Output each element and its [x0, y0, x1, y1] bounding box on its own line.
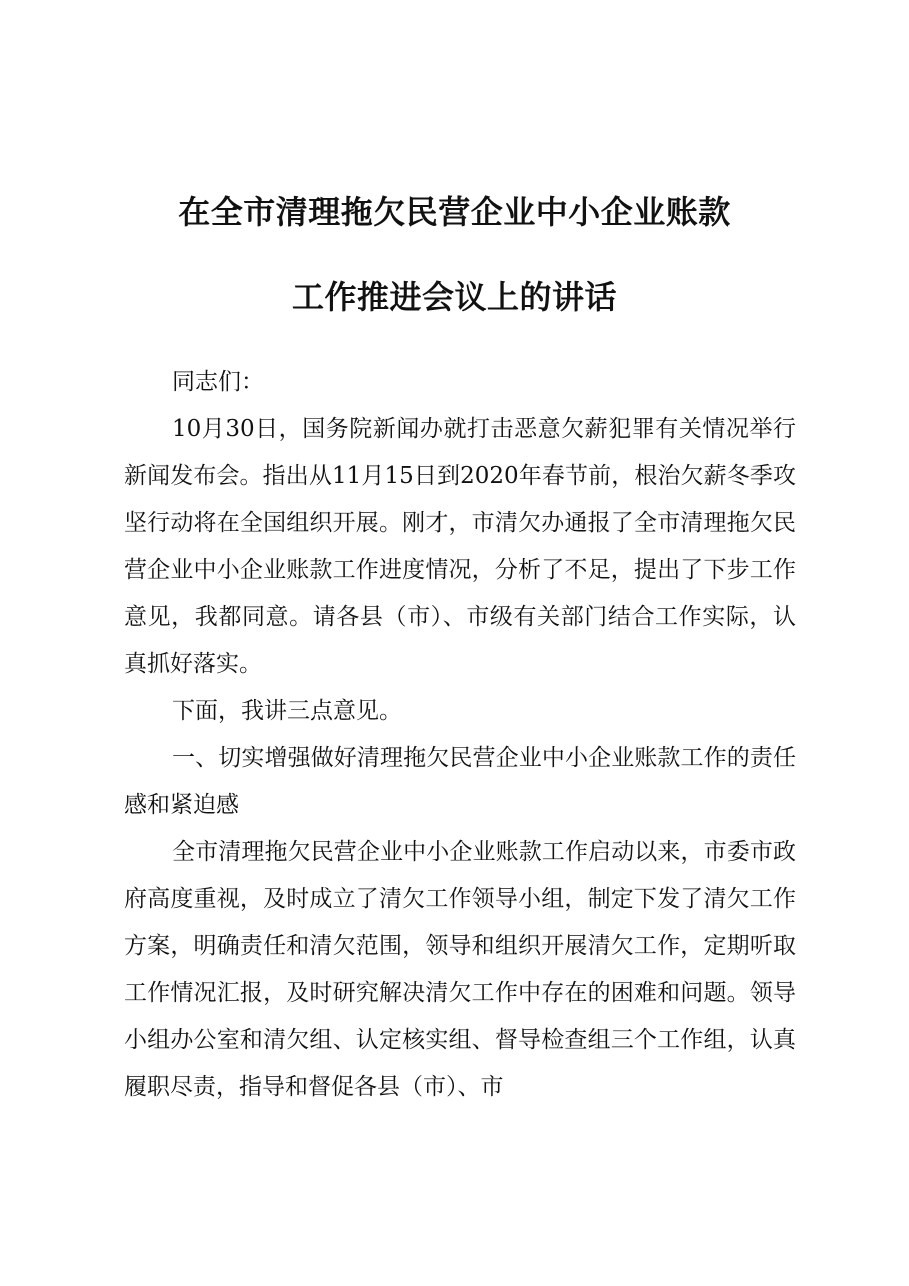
salutation: 同志们：	[172, 369, 264, 395]
document-body	[124, 359, 796, 1111]
document-title-line-1: 在全市清理拖欠民营企业中小企业账款	[178, 193, 731, 231]
paragraph-intro: 10月30日，国务院新闻办就打击恶意欠薪犯罪有关情况举行新闻发布会。指出从11月15日到2020年春节前，根治欠薪冬季攻坚行动将在全国组织开展。刚才，市清欠办通报了全市清理拖欠民营企业中小企业账款工作进度情况，分析了不足，提出了下步工作意见，我都同意。请各县（市）、市级有关部门结合工作实际，认真抓好落实。	[124, 416, 796, 677]
paragraph-transition: 下面，我讲三点意见。	[172, 698, 402, 724]
paragraph-section-1: 全市清理拖欠民营企业中小企业账款工作启动以来，市委市政府高度重视，及时成立了清欠工作领导小组，制定下发了清欠工作方案，明确责任和清欠范围，领导和组织开展清欠工作，定期听取工作情况汇报，及时研究解决清欠工作中存在的困难和问题。领导小组办公室和清欠组、认定核实组、督导检查组三个工作组，认真履职尽责，指导和督促各县（市）、市	[124, 839, 796, 1100]
document-title-line-2: 工作推进会议上的讲话	[291, 278, 617, 316]
section-heading-1: 一、切实增强做好清理拖欠民营企业中小企业账款工作的责任感和紧迫感	[124, 745, 796, 818]
